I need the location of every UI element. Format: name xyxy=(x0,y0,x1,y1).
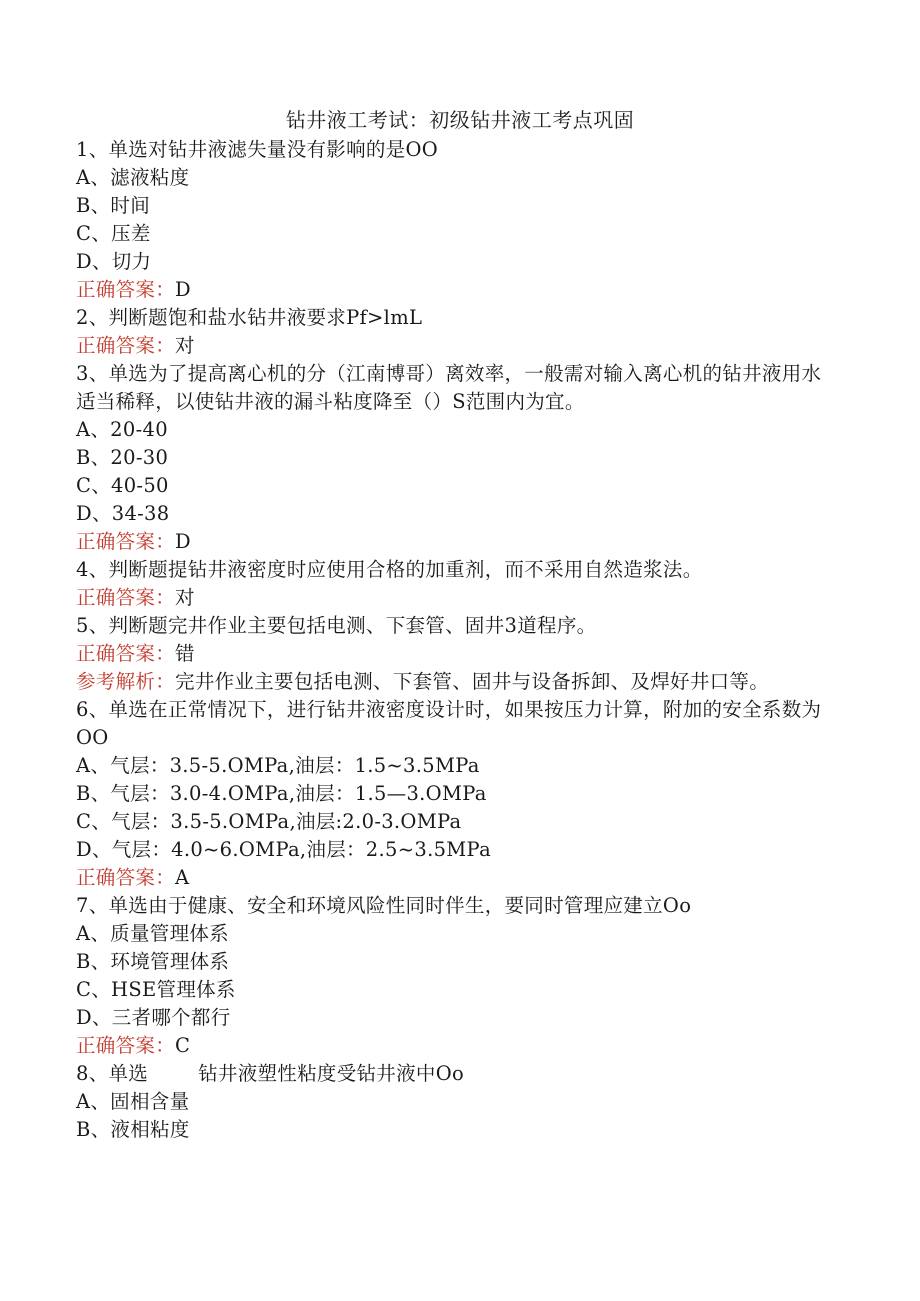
q8-option-a: A、固相含量 xyxy=(76,1090,190,1113)
q1-option-a: A、滤液粘度 xyxy=(76,166,190,189)
q5-answer xyxy=(76,640,836,668)
question-7: 7、单选由于健康、安全和环境风险性同时伴生，要同时管理应建立Oo xyxy=(76,894,692,917)
answer-label: 正确答案： xyxy=(76,530,176,553)
question-8 xyxy=(76,1060,836,1088)
analysis-label: 参考解析： xyxy=(76,670,176,693)
answer-value: 错 xyxy=(175,642,195,665)
q1-option-c: C、压差 xyxy=(76,222,151,245)
answer-value: 对 xyxy=(175,334,195,357)
q3-answer xyxy=(76,528,836,556)
answer-label: 正确答案： xyxy=(76,866,176,889)
page-title: 钻井液工考试：初级钻井液工考点巩固 xyxy=(285,108,635,132)
answer-value: D xyxy=(175,278,191,301)
q3-option-b: B、20-30 xyxy=(76,446,169,469)
question-5: 5、判断题完井作业主要包括电测、下套管、固井3道程序。 xyxy=(76,614,597,637)
q1-option-b: B、时间 xyxy=(76,194,151,217)
question-4: 4、判断题提钻井液密度时应使用合格的加重剂，而不采用自然造浆法。 xyxy=(76,558,703,581)
answer-value: C xyxy=(175,1034,191,1057)
q6-option-a: A、气层：3.5-5.OMPa,油层：1.5~3.5MPa xyxy=(76,754,480,777)
q7-option-b: B、环境管理体系 xyxy=(76,950,230,973)
question-3: 3、单选为了提高离心机的分（江南博哥）离效率，一般需对输入离心机的钻井液用水适当稀释，以使钻井液的漏斗粘度降至（）S范围内为宜。 xyxy=(76,362,822,413)
q7-option-a: A、质量管理体系 xyxy=(76,922,229,945)
q1-option-d: D、切力 xyxy=(76,250,152,273)
q7-option-c: C、HSE管理体系 xyxy=(76,978,236,1001)
q6-option-c: C、气层：3.5-5.OMPa,油层:2.0-3.OMPa xyxy=(76,810,462,833)
q7-answer xyxy=(76,1032,836,1060)
q6-answer xyxy=(76,864,836,892)
q8-option-b: B、液相粘度 xyxy=(76,1118,190,1141)
q6-option-b: B、气层：3.0-4.OMPa,油层：1.5—3.OMPa xyxy=(76,782,487,805)
q3-option-c: C、40-50 xyxy=(76,474,169,497)
answer-label: 正确答案： xyxy=(76,334,176,357)
question-2: 2、判断题饱和盐水钻井液要求Pf>lmL xyxy=(76,306,423,329)
analysis-text: 完井作业主要包括电测、下套管、固井与设备拆卸、及焊好井口等。 xyxy=(175,670,770,693)
answer-value: D xyxy=(175,530,191,553)
answer-value: A xyxy=(175,866,190,889)
answer-value: 对 xyxy=(175,586,195,609)
q5-analysis xyxy=(76,668,826,696)
answer-label: 正确答案： xyxy=(76,586,176,609)
q7-option-d: D、三者哪个都行 xyxy=(76,1006,231,1029)
q1-answer xyxy=(76,276,836,304)
q4-answer xyxy=(76,584,836,612)
q3-option-d: D、34-38 xyxy=(76,502,170,525)
q3-option-a: A、20-40 xyxy=(76,418,168,441)
answer-label: 正确答案： xyxy=(76,278,176,301)
question-8-text: 钻井液塑性粘度受钻井液中Oo xyxy=(198,1062,465,1085)
question-8-prefix: 8、单选 xyxy=(76,1062,149,1085)
question-1: 1、单选对钻井液滤失量没有影响的是OO xyxy=(76,138,439,161)
question-6: 6、单选在正常情况下，进行钻井液密度设计时，如果按压力计算，附加的安全系数为OO xyxy=(76,698,822,749)
answer-label: 正确答案： xyxy=(76,642,176,665)
q2-answer xyxy=(76,332,836,360)
q6-option-d: D、气层：4.0~6.OMPa,油层：2.5~3.5MPa xyxy=(76,838,492,861)
answer-label: 正确答案： xyxy=(76,1034,176,1057)
question-list xyxy=(76,136,836,1144)
